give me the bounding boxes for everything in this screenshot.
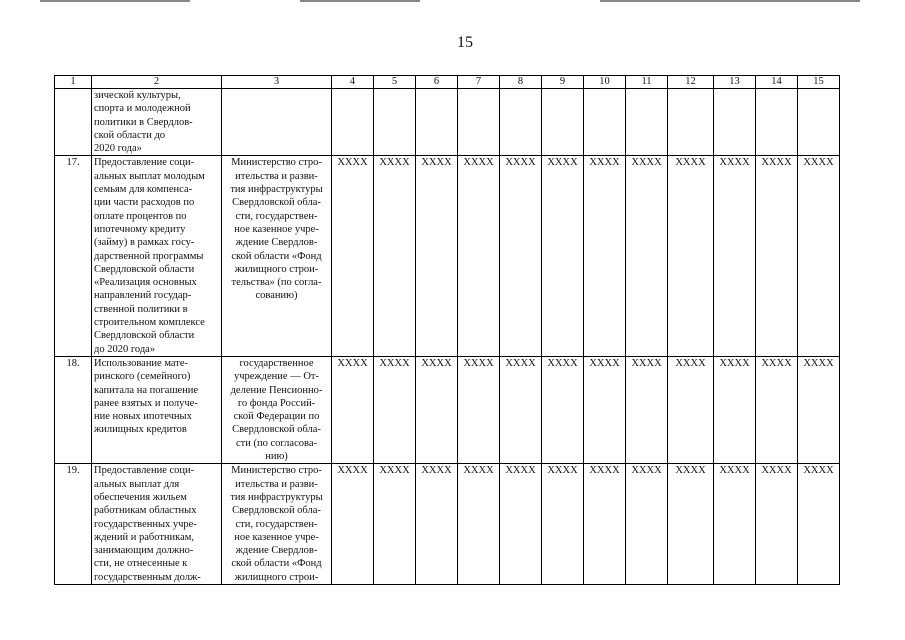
value-cell: XXXX (798, 156, 840, 356)
column-header: 1 (55, 76, 92, 89)
value-cell: XXXX (584, 356, 626, 463)
executor-cell: Министерство стро- ительства и разви- тия инфраструктуры Свердловской обла- сти, государствен- ное казенное учре- ждение Свердлов- ской области «Фонд жилищного строи- (222, 464, 332, 585)
table-row (55, 89, 840, 156)
column-header: 5 (374, 76, 416, 89)
value-cell: XXXX (332, 464, 374, 585)
value-cell: XXXX (374, 356, 416, 463)
value-cell: XXXX (500, 356, 542, 463)
top-rule-right (600, 0, 860, 2)
value-cell (798, 89, 840, 156)
table-row (55, 156, 840, 356)
value-cell: XXXX (542, 356, 584, 463)
value-cell: XXXX (458, 156, 500, 356)
value-cell (714, 89, 756, 156)
event-name-cell: Использование мате- ринского (семейного) капитала на погашение ранее взятых и получе- ние новых ипотечных жилищных кредитов (92, 356, 222, 463)
column-header: 2 (92, 76, 222, 89)
header-row (55, 76, 840, 89)
value-cell: XXXX (756, 156, 798, 356)
value-cell: XXXX (626, 356, 668, 463)
event-name-cell: Предоставление соци- альных выплат для обеспечения жильем работникам областных государственных учре- ждений и работникам, занимающим должно- сти, не отнесенные к государственным долж- (92, 464, 222, 585)
value-cell: XXXX (668, 156, 714, 356)
value-cell: XXXX (626, 156, 668, 356)
value-cell (500, 89, 542, 156)
column-header: 14 (756, 76, 798, 89)
value-cell: XXXX (714, 156, 756, 356)
value-cell: XXXX (332, 156, 374, 356)
value-cell: XXXX (542, 156, 584, 356)
value-cell: XXXX (756, 464, 798, 585)
column-header: 13 (714, 76, 756, 89)
value-cell (332, 89, 374, 156)
row-number: 18. (55, 356, 92, 463)
column-header: 3 (222, 76, 332, 89)
column-header: 10 (584, 76, 626, 89)
value-cell: XXXX (798, 356, 840, 463)
event-name-cell: Предоставление соци- альных выплат молодым семьям для компенса- ции части расходов по оплате процентов по ипотечному кредиту (займу) в рамках госу- дарственной программы Свердловской области «Реализация основных направлений государ- ственной политики в строительном комплексе Свердловской области до 2020 года» (92, 156, 222, 356)
top-rule-middle (300, 0, 420, 2)
value-cell: XXXX (458, 464, 500, 585)
value-cell: XXXX (668, 464, 714, 585)
value-cell: XXXX (416, 464, 458, 585)
executor-cell: государственное учреждение — От- деление Пенсионно- го фонда Россий- ской Федерации по Свердловской обла- сти (по согласова- нию) (222, 356, 332, 463)
value-cell: XXXX (714, 464, 756, 585)
value-cell: XXXX (714, 356, 756, 463)
column-header: 6 (416, 76, 458, 89)
column-header: 15 (798, 76, 840, 89)
table-body (55, 89, 840, 585)
column-header: 9 (542, 76, 584, 89)
value-cell: XXXX (374, 156, 416, 356)
table-row (55, 464, 840, 585)
value-cell (416, 89, 458, 156)
column-header: 7 (458, 76, 500, 89)
value-cell: XXXX (500, 464, 542, 585)
budget-table (54, 75, 840, 585)
value-cell: XXXX (458, 356, 500, 463)
executor-cell: Министерство стро- ительства и разви- тия инфраструктуры Свердловской обла- сти, государствен- ное казенное учре- ждение Свердлов- ской области «Фонд жилищного строи- тельства» (по согла- сованию) (222, 156, 332, 356)
value-cell (542, 89, 584, 156)
value-cell: XXXX (756, 356, 798, 463)
table-row (55, 356, 840, 463)
value-cell (584, 89, 626, 156)
value-cell: XXXX (374, 464, 416, 585)
value-cell: XXXX (626, 464, 668, 585)
page-number: 15 (457, 34, 473, 51)
row-number: 19. (55, 464, 92, 585)
row-number: 17. (55, 156, 92, 356)
value-cell: XXXX (332, 356, 374, 463)
value-cell (374, 89, 416, 156)
row-number (55, 89, 92, 156)
value-cell: XXXX (798, 464, 840, 585)
event-name-cell: зической культуры, спорта и молодежной политики в Свердлов- ской области до 2020 года» (92, 89, 222, 156)
top-rule-left (40, 0, 190, 2)
value-cell (626, 89, 668, 156)
value-cell (458, 89, 500, 156)
column-header: 11 (626, 76, 668, 89)
column-header: 8 (500, 76, 542, 89)
value-cell (756, 89, 798, 156)
executor-cell (222, 89, 332, 156)
value-cell: XXXX (542, 464, 584, 585)
value-cell: XXXX (668, 356, 714, 463)
value-cell: XXXX (584, 156, 626, 356)
value-cell: XXXX (416, 156, 458, 356)
value-cell (668, 89, 714, 156)
column-header: 12 (668, 76, 714, 89)
column-header: 4 (332, 76, 374, 89)
value-cell: XXXX (500, 156, 542, 356)
value-cell: XXXX (584, 464, 626, 585)
value-cell: XXXX (416, 356, 458, 463)
